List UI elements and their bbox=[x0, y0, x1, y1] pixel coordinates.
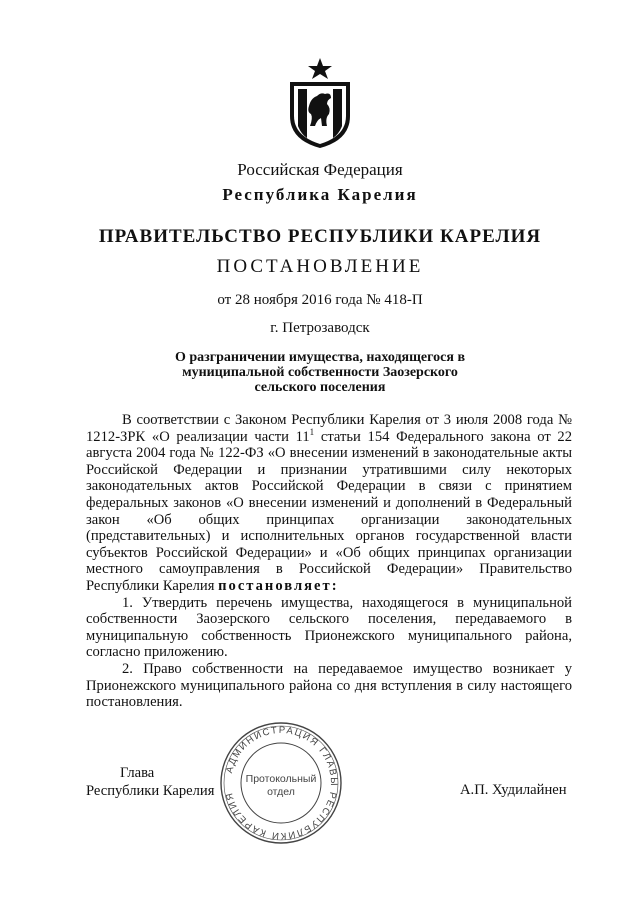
preamble-text-cont: статьи 154 Федерального закона от 22 августа 2004 года № 122-ФЗ «О внесении изменений в законодательные акты Российской Федерации и признании утратившими силу некоторых законодательных актов Российской Федерации в связи с принятием федеральных законов «О внесении изменений и дополнений в Федеральный закон «Об общих принципах организации законодательных (представительных) и исполнительных органов государственной власти субъектов Российской Федерации» и «Об общих принципах организации местного самоуправления в Российской Федерации» Правительство Республики Карелия bbox=[86, 428, 573, 594]
paragraph-preamble bbox=[86, 412, 572, 595]
coat-of-arms-icon bbox=[287, 58, 353, 150]
official-stamp-icon bbox=[218, 720, 344, 846]
signatory-title-line: Глава bbox=[120, 765, 155, 781]
stamp-inner-line: отдел bbox=[267, 786, 295, 798]
country-name: Российская Федерация bbox=[237, 160, 403, 179]
paragraph-item-1: 1. Утвердить перечень имущества, находящегося в муниципальной собственности Заозерского сельского поселения, передаваемого в муниципальную собственность Прионежского муниципального района, согласно приложению. bbox=[86, 594, 572, 661]
document-title bbox=[170, 350, 470, 395]
signatory-title bbox=[86, 764, 214, 800]
document-body bbox=[86, 412, 572, 711]
title-line: муниципальной собственности Заозерского bbox=[182, 365, 458, 380]
republic-name: Республика Карелия bbox=[222, 185, 418, 204]
paragraph-item-2: 2. Право собственности на передаваемое имущество возникает у Прионежского муниципального района со дня вступления в силу настоящего постановления. bbox=[86, 660, 572, 711]
superscript: 1 bbox=[309, 426, 315, 437]
signatory-name: А.П. Худилайнен bbox=[460, 782, 567, 798]
stamp-outer-text: АДМИНИСТРАЦИЯ ГЛАВЫ РЕСПУБЛИКИ КАРЕЛИЯ bbox=[223, 724, 340, 842]
government-name: ПРАВИТЕЛЬСТВО РЕСПУБЛИКИ КАРЕЛИЯ bbox=[98, 226, 542, 247]
title-line: сельского поселения bbox=[254, 380, 386, 395]
preamble-text: В соответствии с Законом Республики Карелия от 3 июля 2008 года № 1212-ЗРК «О реализации части 11 bbox=[86, 412, 572, 445]
document-date-number: от 28 ноября 2016 года № 418-П bbox=[217, 292, 423, 308]
decree-keyword: постановляет: bbox=[218, 577, 339, 594]
document-type: ПОСТАНОВЛЕНИЕ bbox=[216, 256, 424, 277]
title-line: О разграничении имущества, находящегося в bbox=[174, 350, 466, 365]
document-city: г. Петрозаводск bbox=[270, 320, 370, 336]
signatory-title-line: Республики Карелия bbox=[86, 783, 215, 799]
stamp-inner-line: Протокольный bbox=[245, 773, 317, 785]
